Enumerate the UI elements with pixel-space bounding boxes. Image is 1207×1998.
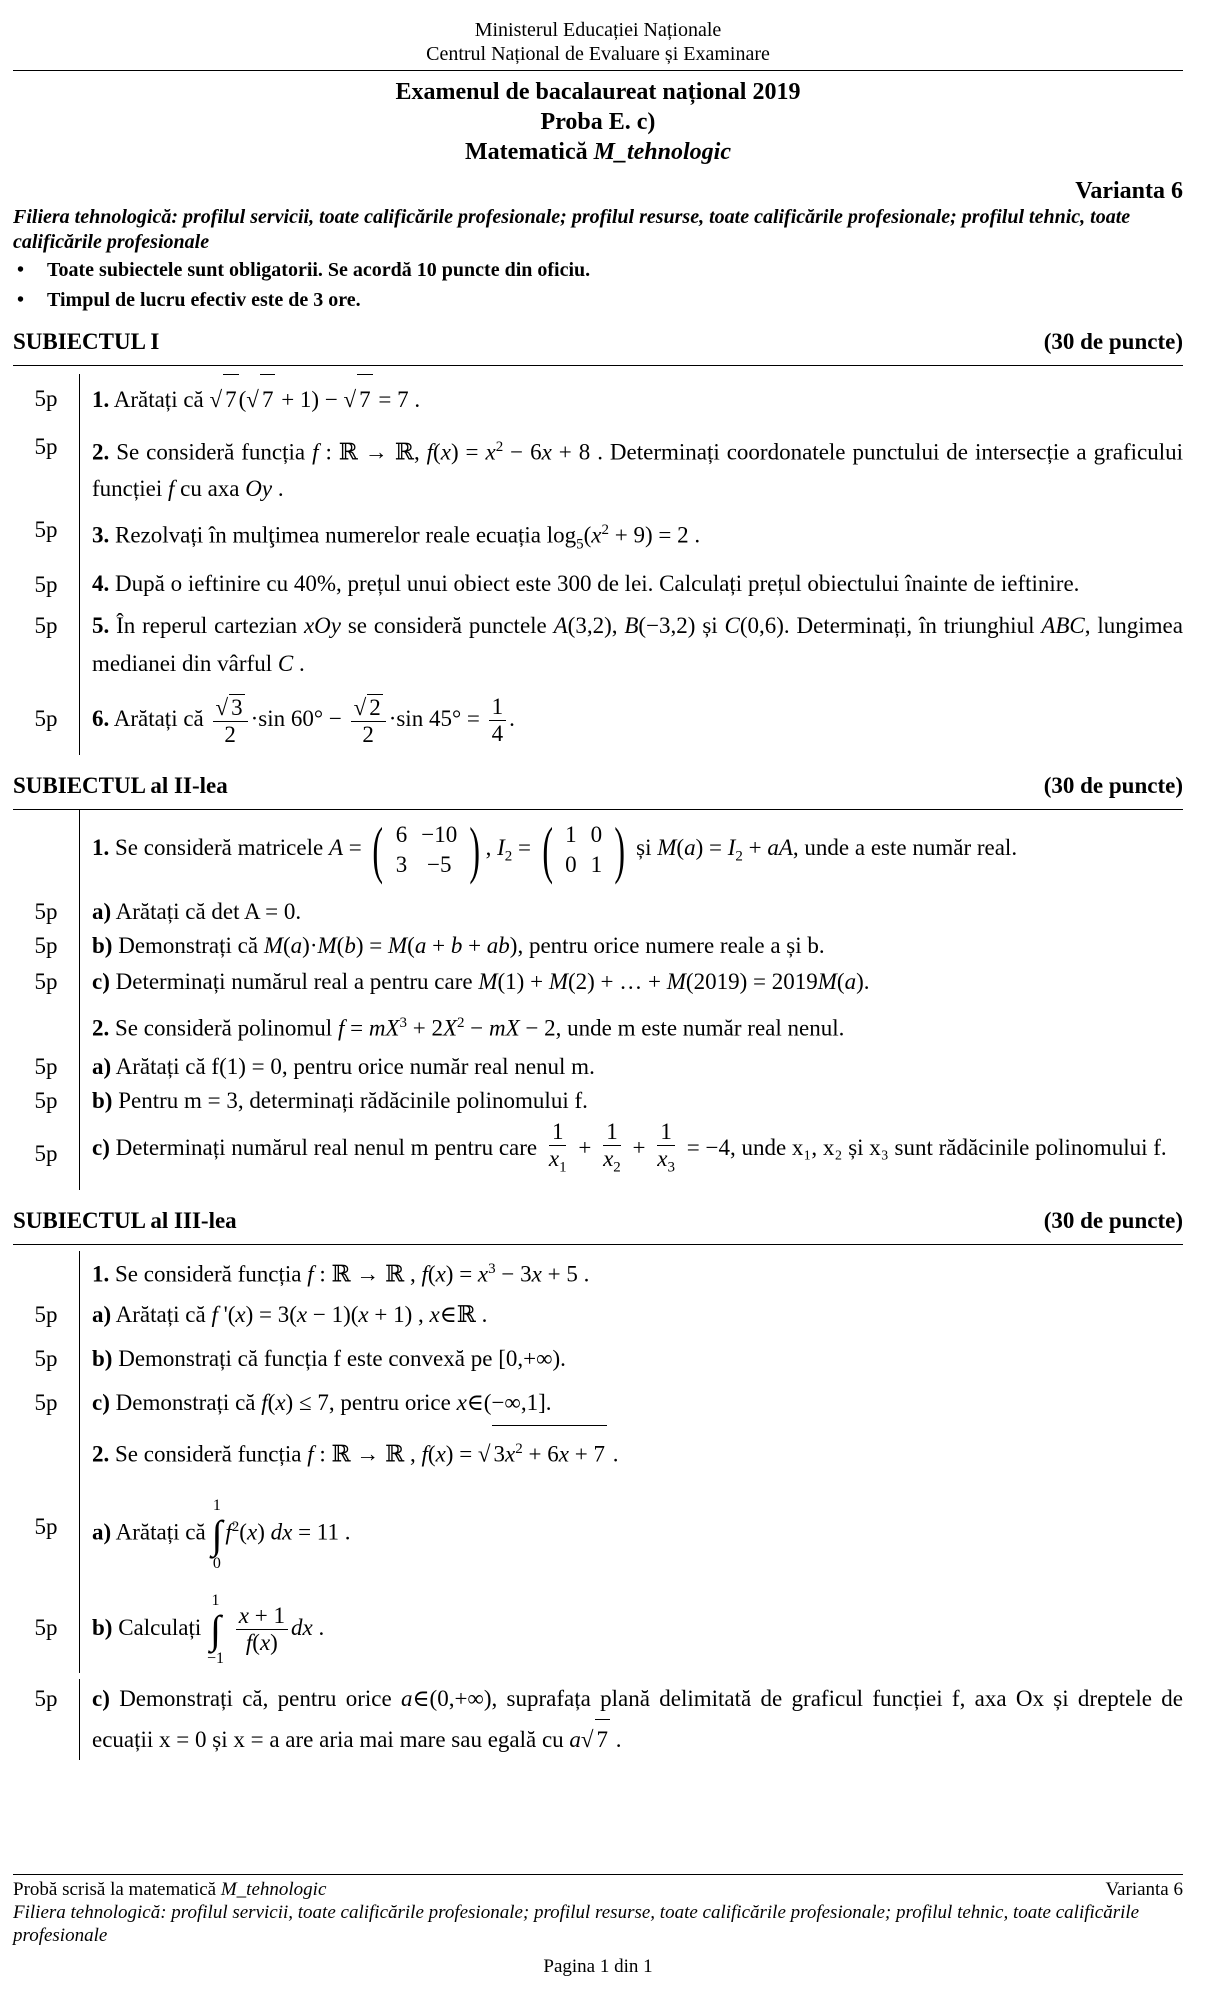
problem-text: 1. Arătați că √ 7(√ 7 + 1) − √ 7 = 7 . [79,374,1183,425]
subject-3-points: (30 de puncte) [1043,1208,1183,1234]
problem-text: c) Determinați numărul real nenul m pentru care $\frac{1}{x_1}$ + $\frac{1}{x_2}$ + $\frac{1}{x_3}$ = −4, unde x₁, x₂ și x₃ sunt rădăcinile polinomului f. [79,1118,1183,1190]
points-badge: 5p [34,386,58,411]
footer-variant: Varianta 6 [1105,1879,1183,1900]
points-badge: 5p [34,434,58,459]
subject-2-heading [13,771,1183,801]
problem-text: b) Calculați 1 ∫ −1 $\frac{x + 1}{f(x)}$ dx . [79,1583,1183,1673]
exam-title: Examenul de bacalaureat național 2019 [395,79,801,105]
problem-row [13,1381,1183,1425]
center-name: Centrul Național de Evaluare și Examinare [426,43,770,65]
problem-row [13,366,1183,425]
problem-row [13,603,1183,683]
problem-text: c) Demonstrați că f(x) ≤ 7, pentru orice x∈(−∞,1]. [79,1381,1183,1425]
points-badge: 5p [34,898,58,924]
subject-3-section [13,1244,1183,1760]
footer-filiera: Filiera tehnologică: profilul servicii, toate calificările profesionale; profilul resurse, toate calificările profesionale; profilul tehnic, toate calificările profesionale [13,1902,1140,1946]
problem-row [13,1673,1183,1760]
problem-row [13,1118,1183,1194]
points-badge: 5p [34,1141,58,1167]
problem-row [13,963,1183,1001]
points-empty [13,810,79,895]
subject-1-heading [13,327,1183,357]
problem-text: 1. Se consideră matricele A = ( 6 −10 3 −5 ) , $I_2$ = ( 1 0 0 1 ) și $M(a) = I_2$ + aA, unde a este număr real. [79,810,1183,895]
footer-line [13,1878,1183,1901]
subject-name: M_tehnologic [593,139,731,165]
problem-row [13,425,1183,507]
subject-3-title: SUBIECTUL al III-lea [13,1208,237,1234]
problem-text: 2. Se consideră funcția f : ℝ → ℝ , f(x) = √ $3x^2 + 6x + 7$ . [79,1425,1183,1478]
subject-prefix: Matematică [465,139,588,165]
proba-title: Proba E. c) [540,109,656,135]
problem-text: 2. Se consideră polinomul $f = mX^3 + 2X^2$ − mX − 2, unde m este număr real nenul. [79,1001,1183,1051]
problem-row [13,1583,1183,1673]
points-badge: 5p [34,571,58,597]
points-badge: 5p [34,1054,58,1080]
rules-list [13,255,1183,315]
filiera-text: Filiera tehnologică: profilul servicii, toate calificările profesionale; profilul resurse, toate calificările profesionale; profilul tehnic, toate calificările profesionale [13,206,1131,253]
footer-left: Probă scrisă la matematică M_tehnologic [13,1879,327,1900]
points-badge: 5p [34,1301,58,1327]
variant-label: Varianta 6 [1075,178,1183,204]
problem-text: c) Demonstrați că, pentru orice a∈(0,+∞), suprafața plană delimitată de graficul funcției f, axa Ox și dreptele de ecuații x = 0 și x = a are aria mai mare sau egală cu a√ 7 . [79,1679,1183,1760]
subject-2-section [13,809,1183,1194]
subject-2-points: (30 de puncte) [1043,772,1183,798]
problem-text: c) Determinați numărul real a pentru care M(1) + M(2) + … + M(2019) = 2019M(a). [79,963,1183,1001]
problem-row [13,683,1183,759]
points-badge: 5p [34,932,58,958]
points-badge: 5p [34,1088,58,1114]
problem-row [13,1477,1183,1583]
problem-row [13,1001,1183,1051]
problem-text: a) Arătați că 1 ∫ 0 $f^2(x)$ dx = 11 . [79,1477,1183,1583]
problem-text: b) Demonstrați că funcția f este convexă pe [0,+∞). [79,1337,1183,1381]
problem-text: a) Arătați că f(1) = 0, pentru orice număr real nenul m. [79,1050,1183,1084]
page-footer [13,1874,1183,1978]
problem-row [13,810,1183,895]
points-badge: 5p [34,516,58,542]
ministry-name: Ministerul Educației Naționale [474,19,722,41]
problem-row [13,507,1183,567]
points-badge: 5p [34,612,58,638]
points-empty [13,1251,79,1293]
points-badge: 5p [34,1615,58,1641]
problem-row [13,1337,1183,1381]
problem-text: a) Arătați că det A = 0. [79,895,1183,929]
points-badge: 5p [34,1686,58,1712]
rule-item: • Timpul de lucru efectiv este de 3 ore. [17,289,361,311]
problem-text: a) Arătați că f '(x) = 3(x − 1)(x + 1) , x∈ℝ . [79,1293,1183,1337]
header-divider [13,70,1183,71]
rule-item: • Toate subiectele sunt obligatorii. Se acordă 10 puncte din oficiu. [17,259,591,281]
points-badge: 5p [34,1514,58,1540]
problem-text: 6. Arătați că $\frac{√ 3}{2}$ ·sin 60° − $\frac{√ 2}{2}$ ·sin 45° = $\frac{1}{4}$ . [79,683,1183,755]
problem-text: 2. Se consideră funcția f : ℝ → ℝ, $f(x) = x^2 - 6x + 8$ . Determinați coordonatele punctului de intersecție a graficului funcției f cu axa Oy . [79,425,1183,507]
page-number: Pagina 1 din 1 [543,1956,653,1977]
exam-page [13,0,1183,1998]
problem-text: 1. Se consideră funcția f : ℝ → ℝ , $f(x) = x^3 - 3x + 5$ . [79,1251,1183,1293]
problem-row [13,929,1183,963]
problem-row [13,1293,1183,1337]
problem-row [13,1084,1183,1118]
subject-2-title: SUBIECTUL al II-lea [13,772,228,798]
points-badge: 5p [34,1389,58,1415]
subject-3-heading [13,1206,1183,1236]
points-badge: 5p [34,705,58,731]
problem-text: b) Pentru m = 3, determinați rădăcinile polinomului f. [79,1084,1183,1118]
points-empty [13,1001,79,1051]
problem-row [13,1050,1183,1084]
subject-title [13,137,1183,167]
problem-text: b) Demonstrați că M(a)·M(b) = M(a + b + ab), pentru orice numere reale a și b. [79,929,1183,963]
subject-1-title: SUBIECTUL I [13,329,160,354]
subject-1-points: (30 de puncte) [1043,329,1183,354]
problem-row [13,1245,1183,1293]
subject-1-section [13,365,1183,759]
problem-row [13,1425,1183,1478]
points-badge: 5p [34,968,58,994]
problem-row [13,895,1183,929]
problem-text: 4. După o ieftinire cu 40%, prețul unui obiect este 300 de lei. Calculați prețul obiectului înainte de ieftinire. [79,567,1183,603]
problem-text: 5. În reperul cartezian xOy se consideră punctele A(3,2), B(−3,2) și C(0,6). Determinați, în triunghiul ABC, lungimea medianei din vârful C . [79,603,1183,683]
points-badge: 5p [34,1345,58,1371]
problem-row [13,567,1183,603]
problem-text: 3. Rezolvați în mulţimea numerelor reale ecuația $\log_5(x^2 + 9) = 2$ . [79,507,1183,567]
points-empty [13,1425,79,1478]
